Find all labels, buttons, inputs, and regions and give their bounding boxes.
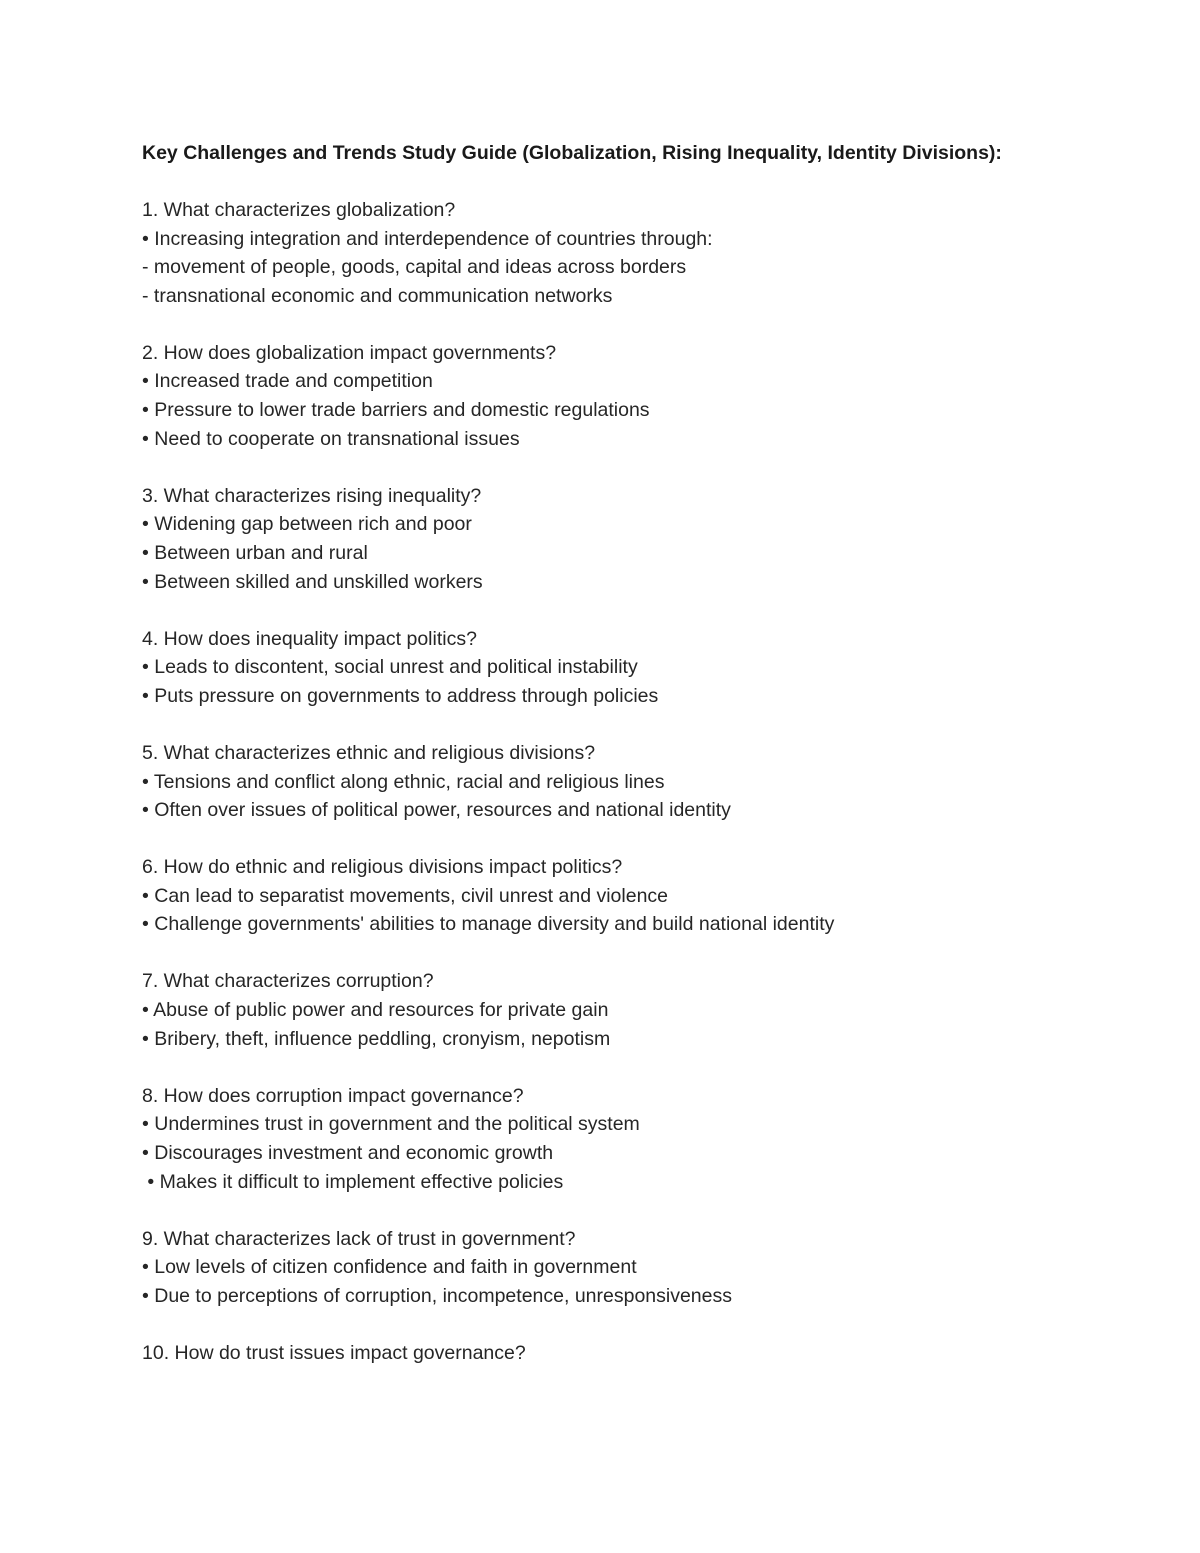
document-title: Key Challenges and Trends Study Guide (Globalization, Rising Inequality, Identity Divisions):	[142, 142, 1002, 164]
sub-point: - transnational economic and communication networks	[142, 284, 613, 307]
question-5: 5. What characterizes ethnic and religious divisions?	[142, 741, 596, 764]
question-10: 10. How do trust issues impact governance?	[142, 1341, 526, 1364]
bullet-point: • Between skilled and unskilled workers	[142, 570, 483, 593]
question-4: 4. How does inequality impact politics?	[142, 627, 477, 650]
section-6	[142, 853, 1042, 939]
document-page	[142, 139, 1042, 1396]
bullet-point: • Abuse of public power and resources for private gain	[142, 999, 609, 1022]
question-8: 8. How does corruption impact governance?	[142, 1084, 524, 1107]
question-9: 9. What characterizes lack of trust in government?	[142, 1227, 576, 1250]
bullet-point: • Due to perceptions of corruption, incompetence, unresponsiveness	[142, 1284, 732, 1307]
bullet-point: • Widening gap between rich and poor	[142, 513, 472, 536]
bullet-point: • Increasing integration and interdependence of countries through:	[142, 227, 713, 250]
section-7	[142, 967, 1042, 1053]
section-1	[142, 196, 1042, 310]
bullet-point: • Often over issues of political power, resources and national identity	[142, 799, 731, 822]
bullet-point: • Need to cooperate on transnational issues	[142, 427, 520, 450]
bullet-point: • Leads to discontent, social unrest and political instability	[142, 656, 638, 679]
section-10	[142, 1339, 1042, 1368]
question-6: 6. How do ethnic and religious divisions impact politics?	[142, 856, 623, 879]
bullet-point: • Bribery, theft, influence peddling, cronyism, nepotism	[142, 1027, 611, 1050]
bullet-point: • Puts pressure on governments to address through policies	[142, 684, 659, 707]
bullet-point: • Makes it difficult to implement effective policies	[142, 1170, 564, 1193]
section-3	[142, 482, 1042, 596]
question-3: 3. What characterizes rising inequality?	[142, 484, 482, 507]
section-4	[142, 625, 1042, 711]
section-5	[142, 739, 1042, 825]
bullet-point: • Low levels of citizen confidence and faith in government	[142, 1256, 637, 1279]
bullet-point: • Discourages investment and economic growth	[142, 1141, 554, 1164]
question-7: 7. What characterizes corruption?	[142, 970, 434, 993]
question-2: 2. How does globalization impact governments?	[142, 341, 557, 364]
bullet-point: • Tensions and conflict along ethnic, racial and religious lines	[142, 770, 665, 793]
section-8	[142, 1082, 1042, 1196]
bullet-point: • Pressure to lower trade barriers and domestic regulations	[142, 399, 650, 422]
bullet-point: • Undermines trust in government and the political system	[142, 1113, 640, 1136]
sub-point: - movement of people, goods, capital and ideas across borders	[142, 256, 687, 279]
bullet-point: • Between urban and rural	[142, 541, 368, 564]
bullet-point: • Increased trade and competition	[142, 370, 433, 393]
bullet-point: • Challenge governments' abilities to manage diversity and build national identity	[142, 913, 835, 936]
section-2	[142, 339, 1042, 453]
bullet-point: • Can lead to separatist movements, civil unrest and violence	[142, 884, 669, 907]
question-1: 1. What characterizes globalization?	[142, 199, 456, 221]
section-9	[142, 1225, 1042, 1311]
